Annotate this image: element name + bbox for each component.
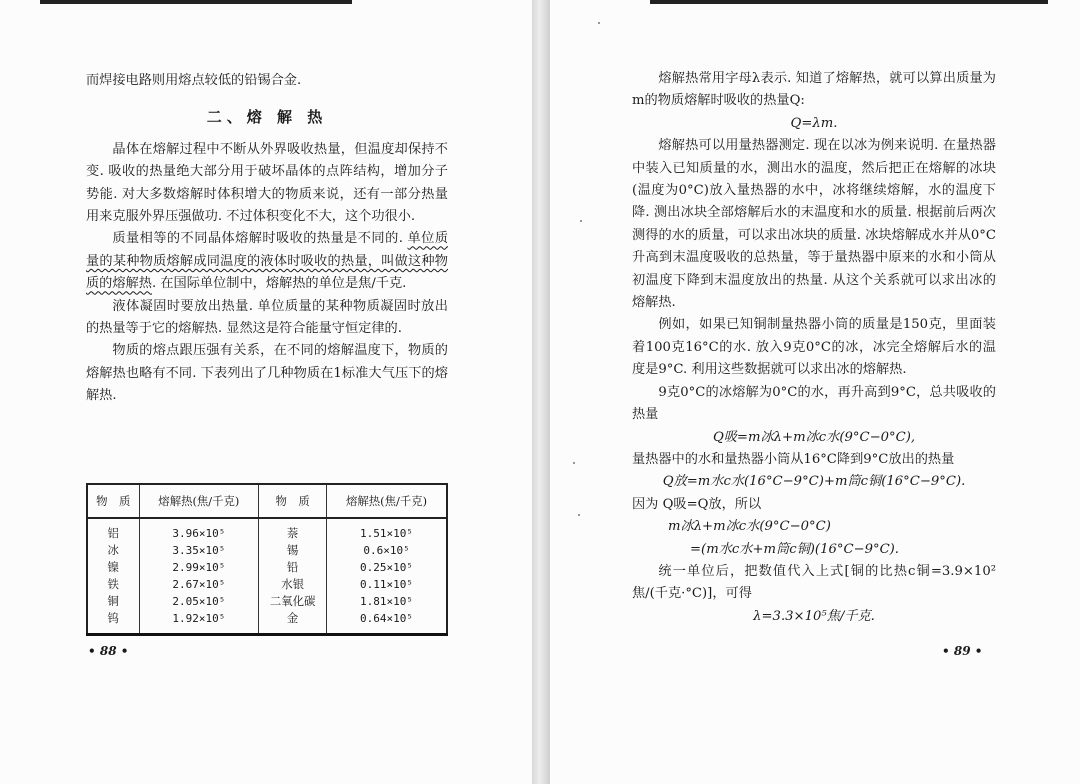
table-cell: 镍 (87, 559, 139, 576)
scan-speck (598, 22, 600, 24)
table-row (87, 610, 447, 635)
table-cell: 锡 (259, 542, 327, 559)
left-paragraph-1: 晶体在熔解过程中不断从外界吸收热量，但温度却保持不变. 吸收的热量绝大部分用于破坏晶体的点阵结构，增加分子势能. 对大多数熔解时体积增大的物质来说，还有一部分热量用来克服外界压强做功. 不过体积变化不大，这个功很小. (86, 141, 448, 225)
scan-speck (573, 462, 575, 464)
right-paragraph-4: 9克0°C的冰熔解为0°C的水，再升高到9°C，总共吸收的热量 (632, 384, 996, 423)
scan-speck (580, 220, 582, 222)
table-cell: 3.35×10⁵ (139, 542, 259, 559)
formula-equation-lhs: m冰λ+m冰c水(9°C−0°C) (668, 519, 831, 535)
right-top-rule (650, 0, 1048, 4)
table-cell: 钨 (87, 610, 139, 635)
paragraph-2-tail: . 在国际单位制中，熔解热的单位是焦/千克. (151, 276, 407, 292)
table-cell: 萘 (259, 518, 327, 542)
scan-speck (578, 514, 580, 516)
header-heat-2: 熔解热(焦/千克) (327, 484, 447, 518)
table-header-row (87, 484, 447, 518)
page-number-left: • 88 • (88, 644, 129, 658)
book-gutter (532, 0, 550, 784)
table-cell: 3.96×10⁵ (139, 518, 259, 542)
right-paragraph-3: 例如，如果已知铜制量热器小筒的质量是150克，里面装着100克16°C的水. 放入9克0°C的冰，冰完全熔解后水的温度是9°C. 利用这些数据就可以求出冰的熔解热. (632, 317, 996, 378)
section-heading: 二、熔 解 热 (206, 108, 328, 127)
formula-heat-released: Q放=m水c水(16°C−9°C)+m筒c铜(16°C−9°C). (662, 474, 966, 490)
table-cell: 2.05×10⁵ (139, 593, 259, 610)
definition-wavy-underline: 单位质量的某种物质熔解成同温度的液体时吸收的热量，叫做这种物质的熔解热 (86, 231, 449, 292)
right-paragraph-2: 熔解热可以用量热器测定. 现在以冰为例来说明. 在量热器中装入已知质量的水，测出水的温度，然后把正在熔解的冰块(温度为0°C)放入量热器的水中，冰将继续熔解，水的温度下降. 测出冰块全部熔解后水的末温度和水的质量. 根据前后两次测得的水的质量，可以求出冰块的质量. 冰块熔解成水并从0°C升高到末温度吸收的总热量，等于量热器中原来的水和小筒从初温度下降到末温度放出的热量. 从这个关系就可以求出冰的熔解热. (632, 138, 996, 311)
table-cell: 2.99×10⁵ (139, 559, 259, 576)
heat-of-fusion-table (86, 483, 448, 636)
paragraph-2-lead: 质量相等的不同晶体熔解时吸收的热量是不同的. (112, 231, 408, 247)
page-number-right: • 89 • (942, 644, 983, 658)
table-cell: 0.6×10⁵ (327, 542, 447, 559)
table-row (87, 593, 447, 610)
left-page-text (86, 70, 448, 408)
formula-q-lambda-m: Q=λm. (790, 115, 838, 131)
table-row (87, 559, 447, 576)
table-cell: 冰 (87, 542, 139, 559)
table-cell: 二氧化碳 (259, 593, 327, 610)
table-cell: 0.11×10⁵ (327, 576, 447, 593)
table-cell: 1.51×10⁵ (327, 518, 447, 542)
table-cell: 1.92×10⁵ (139, 610, 259, 635)
right-paragraph-5: 量热器中的水和量热器小筒从16°C降到9°C放出的热量 (632, 451, 955, 467)
table-cell: 1.81×10⁵ (327, 593, 447, 610)
right-paragraph-6: 因为 Q吸=Q放，所以 (632, 496, 762, 512)
header-substance-1: 物 质 (87, 484, 139, 518)
table-cell: 铅 (259, 559, 327, 576)
right-paragraph-7: 统一单位后，把数值代入上式[铜的比热c铜=3.9×10² 焦/(千克·°C)]，可得 (632, 563, 996, 602)
table-cell: 金 (259, 610, 327, 635)
table-cell: 铝 (87, 518, 139, 542)
left-paragraph-2 (86, 228, 448, 295)
table-row (87, 518, 447, 542)
table-row (87, 576, 447, 593)
table-cell: 铜 (87, 593, 139, 610)
table-cell: 0.64×10⁵ (327, 610, 447, 635)
formula-result: λ=3.3×10⁵焦/千克. (753, 608, 875, 624)
formula-heat-absorbed: Q吸=m冰λ+m冰c水(9°C−0°C), (712, 429, 916, 445)
header-substance-2: 物 质 (259, 484, 327, 518)
right-page-text (632, 68, 996, 628)
table-cell: 0.25×10⁵ (327, 559, 447, 576)
left-paragraph-4: 物质的熔点跟压强有关系，在不同的熔解温度下，物质的熔解热也略有不同. 下表列出了几种物质在1标准大气压下的熔解热. (86, 343, 448, 404)
left-paragraph-3: 液体凝固时要放出热量. 单位质量的某种物质凝固时放出的热量等于它的熔解热. 显然这是符合能量守恒定律的. (86, 298, 448, 337)
header-heat-1: 熔解热(焦/千克) (139, 484, 259, 518)
table-cell: 2.67×10⁵ (139, 576, 259, 593)
left-paragraph-0: 而焊接电路则用熔点较低的铅锡合金. (86, 73, 302, 88)
table-row (87, 542, 447, 559)
formula-equation-rhs: =(m水c水+m筒c铜)(16°C−9°C). (690, 541, 899, 557)
right-paragraph-1: 熔解热常用字母λ表示. 知道了熔解热，就可以算出质量为m的物质熔解时吸收的热量Q: (632, 71, 996, 109)
left-top-rule (40, 0, 352, 4)
table-cell: 铁 (87, 576, 139, 593)
table-cell: 水银 (259, 576, 327, 593)
